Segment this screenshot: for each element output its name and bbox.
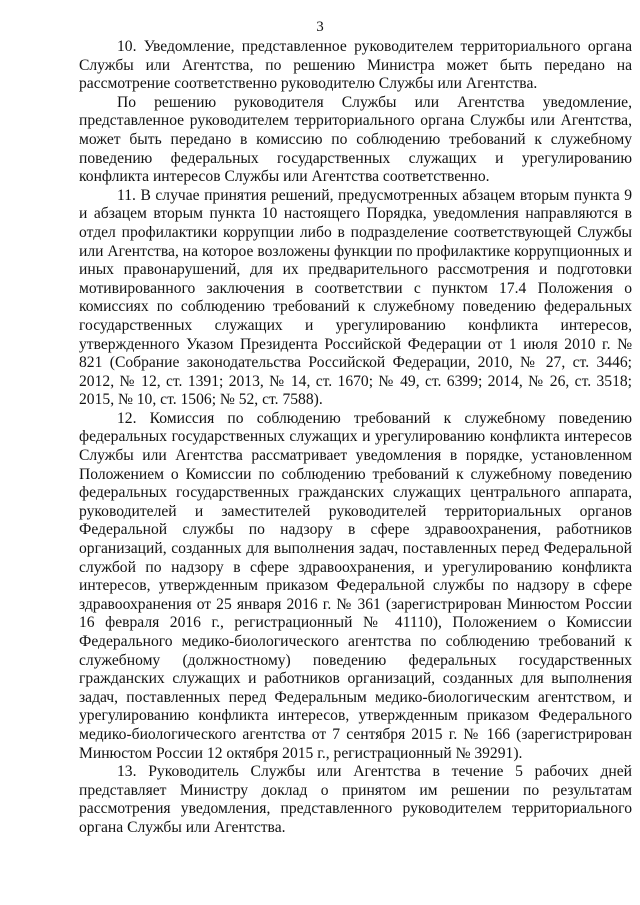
paragraph-13: 13. Руководитель Службы или Агентства в течение 5 рабочих дней представляет Министру доклад о принятом им решении по результатам рассмотрения уведомления, представленного руководителем территориального органа Службы или Агентства. xyxy=(79,763,632,836)
paragraph-10-continued: По решению руководителя Службы или Агентства уведомление, представленное руководителем территориального органа Службы или Агентства, может быть передано в комиссию по соблюдению требований к служебному поведению федеральных государственных служащих и урегулированию конфликта интересов Службы или Агентства соответственно. xyxy=(79,93,632,186)
document-body xyxy=(79,38,632,838)
page-number: 3 xyxy=(316,19,324,35)
paragraph-10: 10. Уведомление, представленное руководителем территориального органа Службы или Агентства, по решению Министра может быть передано на рассмотрение соответственно руководителю Службы или Агентства. xyxy=(79,38,632,93)
paragraph-11: 11. В случае принятия решений, предусмотренных абзацем вторым пункта 9 и абзацем вторым пункта 10 настоящего Порядка, уведомления направляются в отдел профилактики коррупции либо в подразделение соответствующей Службы или Агентства, на которое возложены функции по профилактике коррупционных и иных правонарушений, для их предварительного рассмотрения и подготовки мотивированного заключения в соответствии с пунктом 17.4 Положения о комиссиях по соблюдению требований к служебному поведению федеральных государственных служащих и урегулированию конфликта интересов, утвержденного Указом Президента Российской Федерации от 1 июля 2010 г. № 821 (Собрание законодательства Российской Федерации, 2010, № 27, ст. 3446; 2012, № 12, ст. 1391; 2013, № 14, ст. 1670; № 49, ст. 6399; 2014, № 26, ст. 3518; 2015, № 10, ст. 1506; № 52, ст. 7588). xyxy=(79,186,632,409)
paragraph-12: 12. Комиссия по соблюдению требований к служебному поведению федеральных государственных служащих и урегулированию конфликта интересов Службы или Агентства рассматривает уведомления в порядке, установленном Положением о Комиссии по соблюдению требований к служебному поведению федеральных государственных гражданских служащих центрального аппарата, руководителей и заместителей руководителей территориальных органов Федеральной службы по надзору в сфере здравоохранения, работников организаций, созданных для выполнения задач, поставленных перед Федеральной службой по надзору в сфере здравоохранения, и урегулированию конфликта интересов, утвержденным приказом Федеральной службы по надзору в сфере здравоохранения от 25 января 2016 г. № 361 (зарегистрирован Минюстом России 16 февраля 2016 г., регистрационный № 41110), Положением о Комиссии Федерального медико-биологического агентства по соблюдению требований к служебному (должностному) поведению федеральных государственных гражданских служащих и работников организаций, созданных для выполнения задач, поставленных перед Федеральным медико-биологическим агентством, и урегулированию конфликта интересов, утвержденным приказом Федерального медико-биологического агентства от 7 сентября 2015 г. № 166 (зарегистрирован Минюстом России 12 октября 2015 г., регистрационный № 39291). xyxy=(79,409,632,762)
